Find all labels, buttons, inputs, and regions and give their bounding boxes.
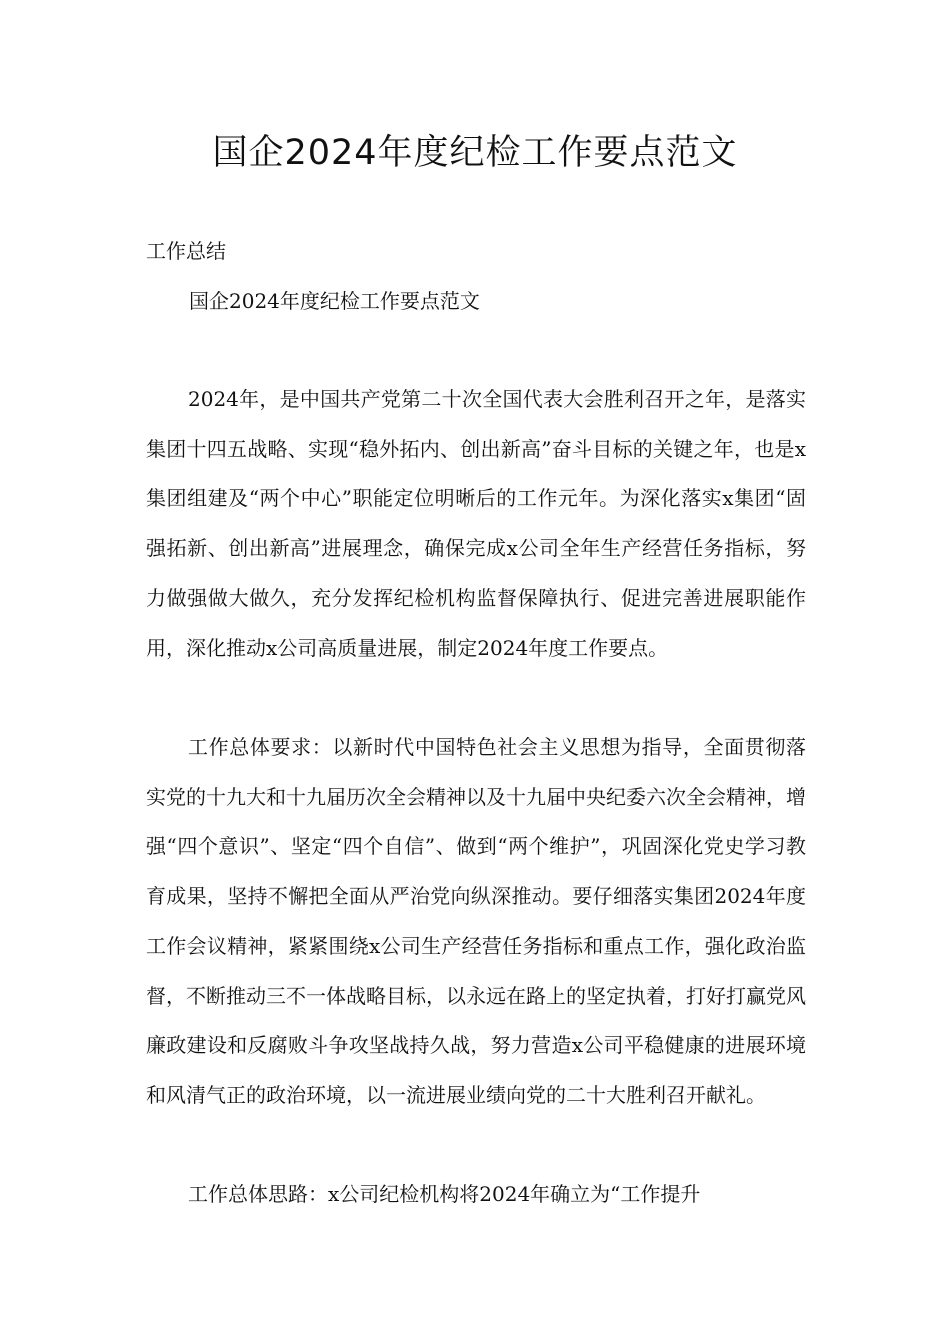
body-paragraph: 2024年，是中国共产党第二十次全国代表大会胜利召开之年，是落实集团十四五战略、实现“稳外拓内、创出新高”奋斗目标的关键之年，也是x集团组建及“两个中心”职能定位明晰后的工作元年。为深化落实x集团“固强拓新、创出新高”进展理念，确保完成x公司全年生产经营任务指标，努力做强做大做久，充分发挥纪检机构监督保障执行、促进完善进展职能作用，深化推动x公司高质量进展，制定2024年度工作要点。 [146,387,806,660]
document-subtitle: 国企2024年度纪检工作要点范文 [189,289,480,313]
category-label: 工作总结 [146,239,226,263]
document-title: 国企2024年度纪检工作要点范文 [212,133,738,173]
body-paragraph: 工作总体要求：以新时代中国特色社会主义思想为指导，全面贯彻落实党的十九大和十九届历次全会精神以及十九届中央纪委六次全会精神，增强“四个意识”、坚定“四个自信”、做到“两个维护”，巩固深化党史学习教育成果，坚持不懈把全面从严治党向纵深推动。要仔细落实集团2024年度工作会议精神，紧紧围绕x公司生产经营任务指标和重点工作，强化政治监督，不断推动三不一体战略目标，以永远在路上的坚定执着，打好打赢党风廉政建设和反腐败斗争攻坚战持久战，努力营造x公司平稳健康的进展环境和风清气正的政治环境，以一流进展业绩向党的二十大胜利召开献礼。 [146,735,806,1107]
body-paragraph: 工作总体思路：x公司纪检机构将2024年确立为“工作提升 [188,1182,701,1206]
